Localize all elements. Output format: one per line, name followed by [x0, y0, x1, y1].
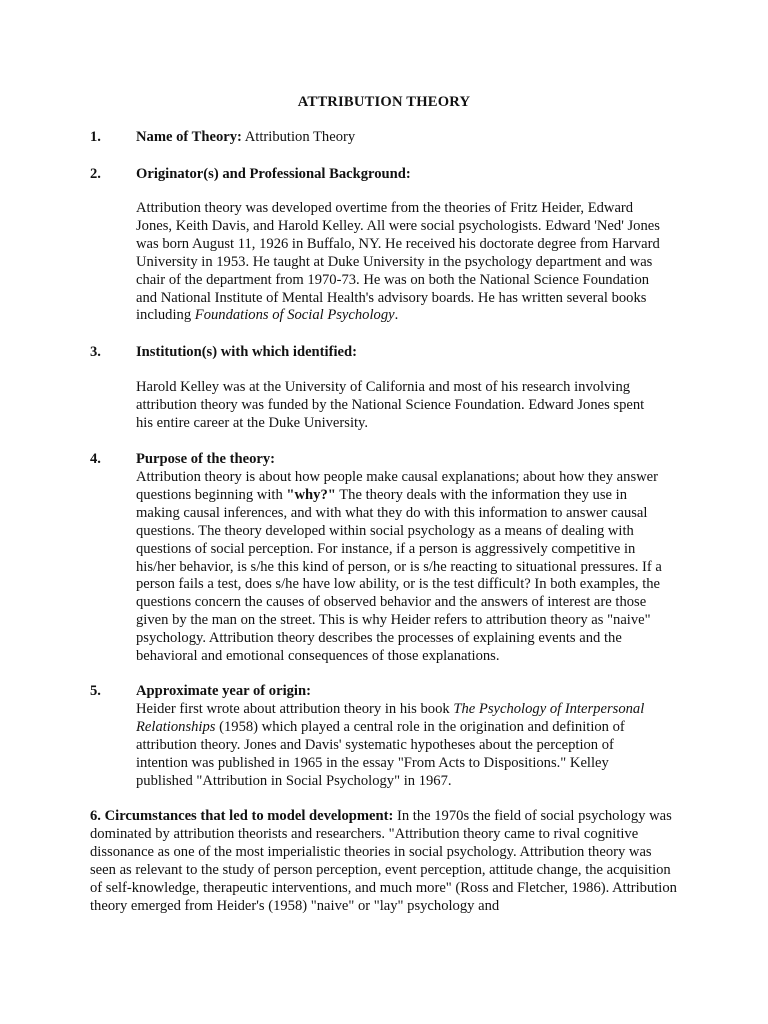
section-2-text: Attribution theory was developed overtime from the theories of Fritz Heider, Edward Jones, Keith Davis, and Harold Kelley. All were social psychologists. Edward 'Ned' Jones was born August 11, 1926 in Buffalo, NY. He received his doctorate degree from Harvard University in 1953. He taught at Duke University in the psychology department and was chair of the department from 1970-73. He was on both the National Science Foundation and National Institute of Mental Health's advisory boards. He has written several books including	[136, 200, 660, 324]
section-6-body	[90, 808, 680, 915]
section-4-body	[136, 469, 664, 666]
section-5-body	[136, 701, 664, 791]
document-title: ATTRIBUTION THEORY	[297, 94, 471, 110]
section-4-text-b: The theory deals with the information they use in making causal inferences, and with what they do with this information to answer causal questions. The theory developed within social psychology as a means of dealing with questions of social perception. For instance, if a person is aggressively competitive in his/her behavior, is s/he this kind of person, or is s/he reacting to situational pressures. If a person fails a test, does s/he have low ability, or is the test difficult? In both examples, the questions concern the causes of observed behavior and the answers of interest are those given by the man on the street. This is why Heider refers to attribution theory as "naive" psychology. Attribution theory describes the processes of explaining events and the behavioral and emotional consequences of those explanations.	[136, 486, 662, 665]
section-5-number: 5.	[90, 683, 101, 699]
section-3-number: 3.	[90, 344, 101, 360]
section-4-heading	[136, 451, 656, 469]
section-4-why: "why?"	[286, 486, 336, 503]
section-5-heading	[136, 683, 656, 701]
section-4-number: 4.	[90, 451, 101, 467]
section-5-text-a: Heider first wrote about attribution theory in his book	[136, 701, 454, 717]
section-1-label: Name of Theory:	[136, 129, 242, 145]
section-2-book-title: Foundations of Social Psychology	[194, 307, 395, 324]
section-2-number: 2.	[90, 166, 101, 182]
section-6-label: 6. Circumstances that led to model development:	[90, 808, 394, 824]
section-4-text-a: Attribution theory is about how people make causal explanations; about how they answer questions beginning with	[136, 469, 659, 503]
section-3-body: Harold Kelley was at the University of California and most of his research involving attribution theory was funded by the National Science Foundation. Edward Jones spent his entire career at the Duke University.	[136, 379, 645, 431]
section-5-text-b: (1958) which played a central role in the origination and definition of attribution theory. Jones and Davis' systematic hypotheses about the perception of intention was published in 1965 in the essay "From Acts to Dispositions." Kelley published "Attribution in Social Psychology" in 1967.	[136, 718, 625, 789]
section-3-heading	[136, 344, 656, 362]
section-1-value: Attribution Theory	[244, 129, 356, 145]
section-2-label: Originator(s) and Professional Background:	[136, 166, 411, 182]
section-1-heading	[136, 129, 656, 147]
section-2-heading	[136, 166, 656, 184]
section-4-label: Purpose of the theory:	[136, 451, 276, 467]
section-6-text: In the 1970s the field of social psychology was dominated by attribution theorists and researchers. "Attribution theory came to rival cognitive dissonance as one of the most imperialistic theories in social psychology. Attribution theory was seen as relevant to the study of person perception, event perception, attitude change, the acquisition of self-knowledge, therapeutic interventions, and much more" (Ross and Fletcher, 1986). Attribution theory emerged from Heider's (1958) "naive" or "lay" psychology and	[90, 808, 677, 914]
section-1-number: 1.	[90, 129, 101, 145]
section-2-text-end: .	[394, 307, 399, 324]
section-2-body	[136, 200, 664, 325]
section-5-label: Approximate year of origin:	[136, 683, 311, 699]
section-3-label: Institution(s) with which identified:	[136, 344, 357, 360]
section-5-book-title: The Psychology of Interpersonal Relationships	[136, 701, 645, 735]
